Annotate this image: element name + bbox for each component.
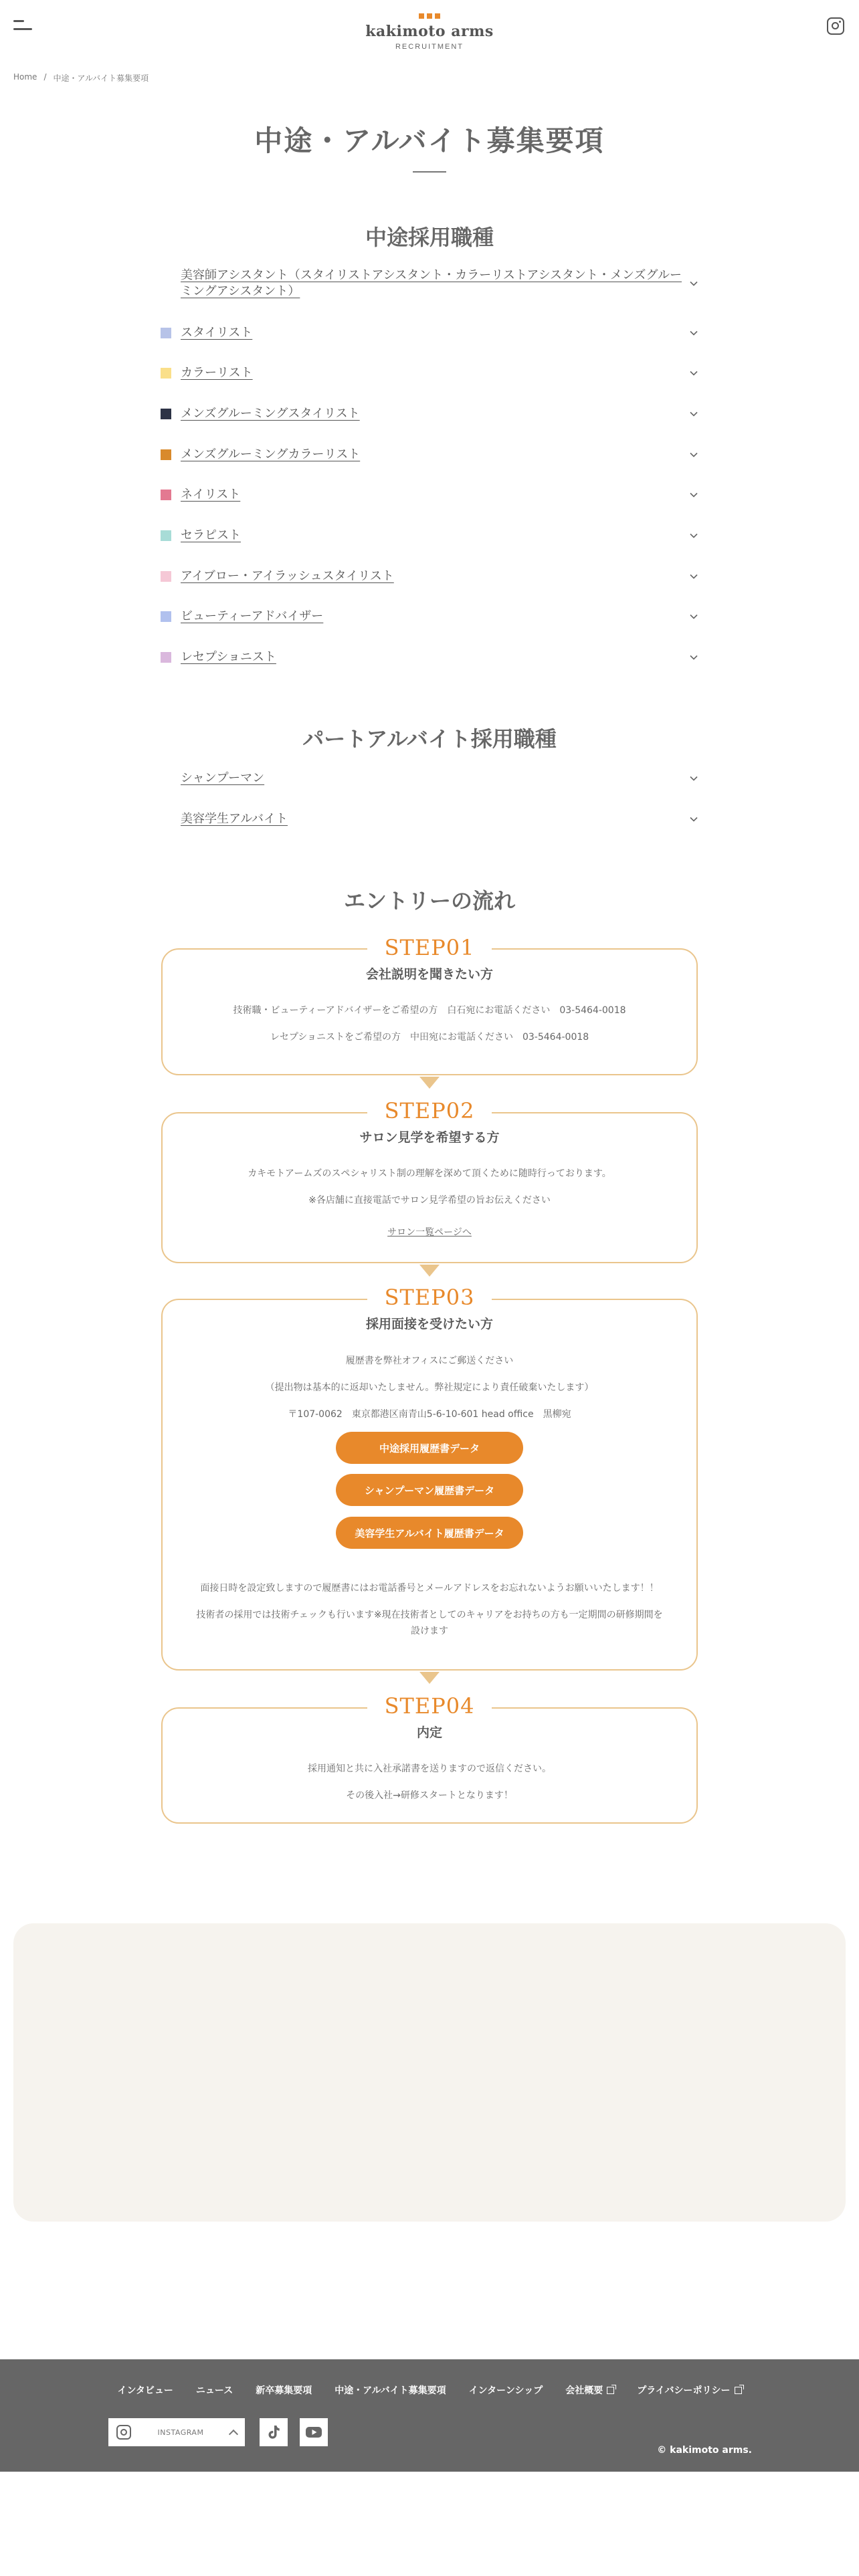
step03-title: 採用面接を受けたい方 [365,1317,493,1331]
logo-subtitle: RECRUITMENT [395,43,464,51]
midcareer-heading: 中途採用職種 [365,225,494,250]
page-title: 中途・アルバイト募集要項 [254,124,605,157]
youtube-icon [305,2426,322,2439]
chevron-down-icon [689,815,698,824]
footer-nav-label: 中途・アルバイト募集要項 [335,2385,446,2396]
color-marker [161,449,171,460]
step02-line-2: ※各店舗に直接電話でサロン見学希望の旨お伝えください [308,1195,551,1206]
midcareer-job-item[interactable] [161,360,698,387]
title-divider [413,171,446,173]
site-logo[interactable] [363,13,496,51]
footer-nav-link[interactable] [335,2383,446,2397]
color-marker [161,571,171,582]
midcareer-job-item-label: ネイリスト [181,487,241,502]
step04-title: 内定 [416,1725,442,1740]
footer-nav-label: 新卒募集要項 [256,2385,312,2396]
midcareer-job-item-label: メンズグルーミングスタイリスト [181,406,360,421]
footer-nav-link[interactable] [565,2383,614,2397]
external-link-icon [735,2387,742,2394]
color-marker [161,490,171,500]
chevron-down-icon [689,572,698,581]
midcareer-job-item-label: アイブロー・アイラッシュスタイリスト [181,568,394,583]
tiktok-icon [265,2424,282,2441]
footer-nav [0,2383,859,2397]
midcareer-job-item[interactable] [161,267,698,298]
color-marker [161,652,171,663]
step02-line-1: カキモトアームズのスペシャリスト制の理解を深めて頂くために随時行っております。 [248,1168,611,1179]
step02-link-wrap [0,1225,859,1239]
step03-note-2: 技術者の採用では技術チェックも行います※現在技術者としてのキャリアをお持ちの方も一定期間の研修期間を [196,1610,663,1620]
breadcrumb-home[interactable]: Home [13,72,37,82]
step-arrow-1 [419,1077,440,1089]
step01-number: STEP01 [367,935,492,960]
logo-name: kakimoto arms [365,23,494,40]
menu-icon[interactable] [13,19,33,33]
chevron-down-icon [689,653,698,662]
step-arrow-3 [419,1672,440,1684]
midcareer-job-item[interactable] [161,320,698,346]
midcareer-job-item-label: ビューティーアドバイザー [181,609,324,623]
color-marker [161,328,171,338]
footer-nav-link[interactable] [256,2383,312,2397]
color-marker [161,368,171,379]
color-marker [161,409,171,419]
step03-line-1: 履歴書を弊社オフィスにご郵送ください [345,1356,514,1366]
midcareer-job-item-label: メンズグルーミングカラーリスト [181,447,361,461]
midcareer-job-item[interactable] [161,481,698,508]
midcareer-resume-button[interactable]: 中途採用履歴書データ [336,1432,523,1464]
site-footer [0,2359,859,2472]
color-marker [161,611,171,622]
midcareer-job-item[interactable] [161,563,698,590]
midcareer-job-item-label: セラピスト [181,528,241,542]
chevron-down-icon [689,490,698,500]
footer-nav-label: インタビュー [117,2385,173,2396]
instagram-label: INSTAGRAM [157,2428,204,2437]
parttime-job-item-label: シャンプーマン [181,770,265,785]
salon-list-link[interactable]: サロン一覧ページへ [387,1227,472,1238]
youtube-button[interactable] [300,2418,328,2446]
step01-title: 会社説明を聞きたい方 [365,967,493,982]
instagram-icon[interactable] [827,17,844,35]
breadcrumb [13,72,149,84]
step03-line-3: 〒107-0062 東京都港区南青山5-6-10-601 head office 黒柳宛 [288,1409,571,1420]
footer-nav-link[interactable] [469,2383,543,2397]
chevron-down-icon [689,774,698,783]
chevron-down-icon [689,409,698,419]
content-placeholder-panel [13,1923,846,2222]
shampooman-resume-button[interactable]: シャンプーマン履歴書データ [336,1474,523,1506]
step04-header [0,1693,859,1741]
instagram-icon [116,2425,131,2440]
midcareer-job-item[interactable] [161,644,698,671]
chevron-down-icon [689,328,698,338]
step02-title: サロン見学を希望する方 [359,1130,500,1145]
step03-header [0,1285,859,1332]
midcareer-job-item-label: スタイリスト [181,325,253,340]
step03-line-2: （提出物は基本的に返却いたしません。弊社規定により責任破棄いたします） [265,1382,594,1393]
step03-number: STEP03 [367,1285,492,1310]
color-marker [161,814,171,825]
breadcrumb-separator: / [43,72,47,82]
midcareer-job-item-label: カラーリスト [181,365,253,380]
footer-nav-link[interactable] [117,2383,173,2397]
step01-line-1: 技術職・ビューティーアドバイザーをご希望の方 白石宛にお電話ください 03-5464-0018 [233,1005,626,1016]
midcareer-job-item[interactable] [161,522,698,549]
logo-mark [363,13,496,19]
instagram-selector[interactable] [108,2418,245,2446]
step03-note-1: 面接日時を設定致しますので履歴書にはお電話番号とメールアドレスをお忘れないようお願いいたします！！ [200,1583,659,1594]
footer-nav-label: ニュース [195,2385,233,2396]
site-header [0,0,859,53]
step01-line-2: レセプショニストをご希望の方 中田宛にお電話ください 03-5464-0018 [270,1032,589,1043]
external-link-icon [607,2387,614,2394]
footer-nav-link[interactable] [637,2383,741,2397]
midcareer-job-item-label: 美容師アシスタント（スタイリストアシスタント・カラーリストアシスタント・メンズグルーミングアシスタント） [181,267,682,298]
footer-nav-label: 会社概要 [565,2385,603,2396]
step04-line-2: その後入社→研修スタートとなります！ [346,1790,513,1801]
color-marker [161,773,171,784]
chevron-down-icon [689,531,698,540]
footer-nav-label: プライバシーポリシー [637,2385,731,2396]
midcareer-job-item-label: レセプショニスト [181,649,276,664]
student-parttime-resume-button[interactable]: 美容学生アルバイト履歴書データ [336,1517,523,1549]
chevron-down-icon [689,450,698,459]
parttime-job-item[interactable] [161,765,698,792]
step03-note-3: 設けます [411,1626,448,1636]
footer-nav-link[interactable] [196,2383,233,2397]
step04-line-1: 採用通知と共に入社承諾書を送りますので返信ください。 [308,1763,551,1774]
step02-header [0,1098,859,1146]
chevron-down-icon [689,279,698,288]
parttime-heading: パートアルバイト採用職種 [302,726,557,752]
color-marker [161,530,171,541]
midcareer-job-item[interactable] [161,603,698,630]
color-marker [161,278,171,289]
step04-number: STEP04 [367,1693,492,1719]
footer-nav-label: インターンシップ [468,2385,543,2396]
step02-number: STEP02 [367,1098,492,1123]
chevron-up-icon [229,2430,238,2439]
midcareer-job-item[interactable] [161,441,698,468]
parttime-job-item-label: 美容学生アルバイト [181,811,288,826]
breadcrumb-current: 中途・アルバイト募集要項 [53,74,149,83]
chevron-down-icon [689,612,698,621]
flow-heading: エントリーの流れ [343,888,515,914]
copyright: © kakimoto arms. [657,2445,752,2456]
midcareer-job-item[interactable] [161,401,698,427]
chevron-down-icon [689,368,698,378]
step01-header [0,935,859,982]
parttime-job-item[interactable] [161,806,698,833]
tiktok-button[interactable] [260,2418,288,2446]
step-arrow-2 [419,1265,440,1277]
